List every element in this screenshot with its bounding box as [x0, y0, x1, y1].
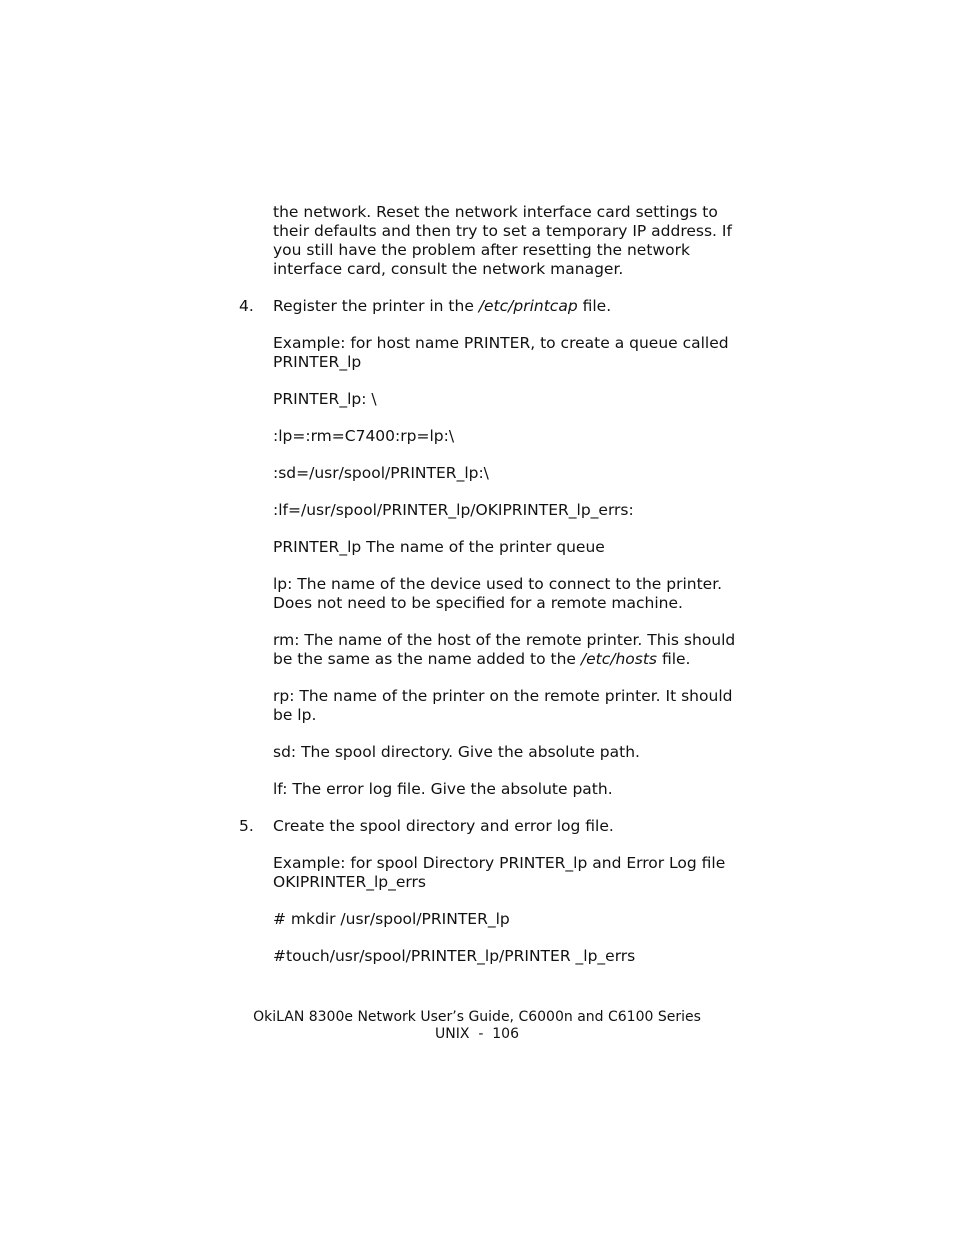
- definition-text: file.: [657, 650, 691, 668]
- step-4-number: 4.: [239, 297, 254, 315]
- touch-command: #touch/usr/spool/PRINTER_lp/PRINTER _lp_errs: [273, 947, 636, 965]
- printcap-line-1: PRINTER_lp: \: [273, 390, 377, 408]
- example-line: Example: for host name PRINTER, to create a queue called: [273, 334, 729, 352]
- mkdir-command: # mkdir /usr/spool/PRINTER_lp: [273, 910, 510, 928]
- definition-line: rp: The name of the printer on the remote printer. It should: [273, 687, 733, 705]
- printcap-path: /etc/printcap: [478, 297, 578, 315]
- footer-title: OkiLAN 8300e Network User’s Guide, C6000n and C6100 Series: [253, 1009, 701, 1025]
- intro-paragraph: [273, 203, 753, 279]
- intro-line: their defaults and then try to set a temporary IP address. If: [273, 222, 732, 240]
- step-4: [239, 297, 753, 316]
- step-4-example: [273, 334, 753, 372]
- step-5-text: Create the spool directory and error log file.: [273, 817, 614, 835]
- example-line: PRINTER_lp: [273, 353, 362, 371]
- definition-line: [273, 650, 753, 669]
- definition-line: rm: The name of the host of the remote printer. This should: [273, 631, 736, 649]
- page-footer: [0, 1009, 954, 1043]
- printcap-line-2: :lp=:rm=C7400:rp=lp:\: [273, 427, 455, 445]
- step-5-number: 5.: [239, 817, 254, 835]
- printcap-line-4: :lf=/usr/spool/PRINTER_lp/OKIPRINTER_lp_errs:: [273, 501, 634, 519]
- definition-lp: [273, 575, 753, 613]
- definition-line: Does not need to be specified for a remote machine.: [273, 594, 683, 612]
- definition-rp: [273, 687, 753, 725]
- printcap-line-3: :sd=/usr/spool/PRINTER_lp:\: [273, 464, 489, 482]
- definition-text: be the same as the name added to the: [273, 650, 581, 668]
- definition-queue: PRINTER_lp The name of the printer queue: [273, 538, 605, 556]
- footer-page-number: UNIX - 106: [434, 1026, 519, 1042]
- intro-line: interface card, consult the network manager.: [273, 260, 624, 278]
- step-4-text-before: Register the printer in the: [273, 297, 479, 315]
- intro-line: you still have the problem after resetting the network: [273, 241, 690, 259]
- definition-sd: sd: The spool directory. Give the absolute path.: [273, 743, 640, 761]
- step-5-example: [273, 854, 753, 892]
- example-line: Example: for spool Directory PRINTER_lp and Error Log file: [273, 854, 726, 872]
- step-4-text-after: file.: [577, 297, 612, 315]
- step-5: [239, 817, 753, 836]
- definition-line: lp: The name of the device used to connect to the printer.: [273, 575, 723, 593]
- definition-lf: lf: The error log file. Give the absolute path.: [273, 780, 613, 798]
- hosts-path: /etc/hosts: [580, 650, 658, 668]
- definition-rm: [273, 631, 753, 669]
- intro-line: the network. Reset the network interface card settings to: [273, 203, 718, 221]
- definition-line: be lp.: [273, 706, 317, 724]
- document-body: [239, 203, 753, 984]
- example-line: OKIPRINTER_lp_errs: [273, 873, 426, 891]
